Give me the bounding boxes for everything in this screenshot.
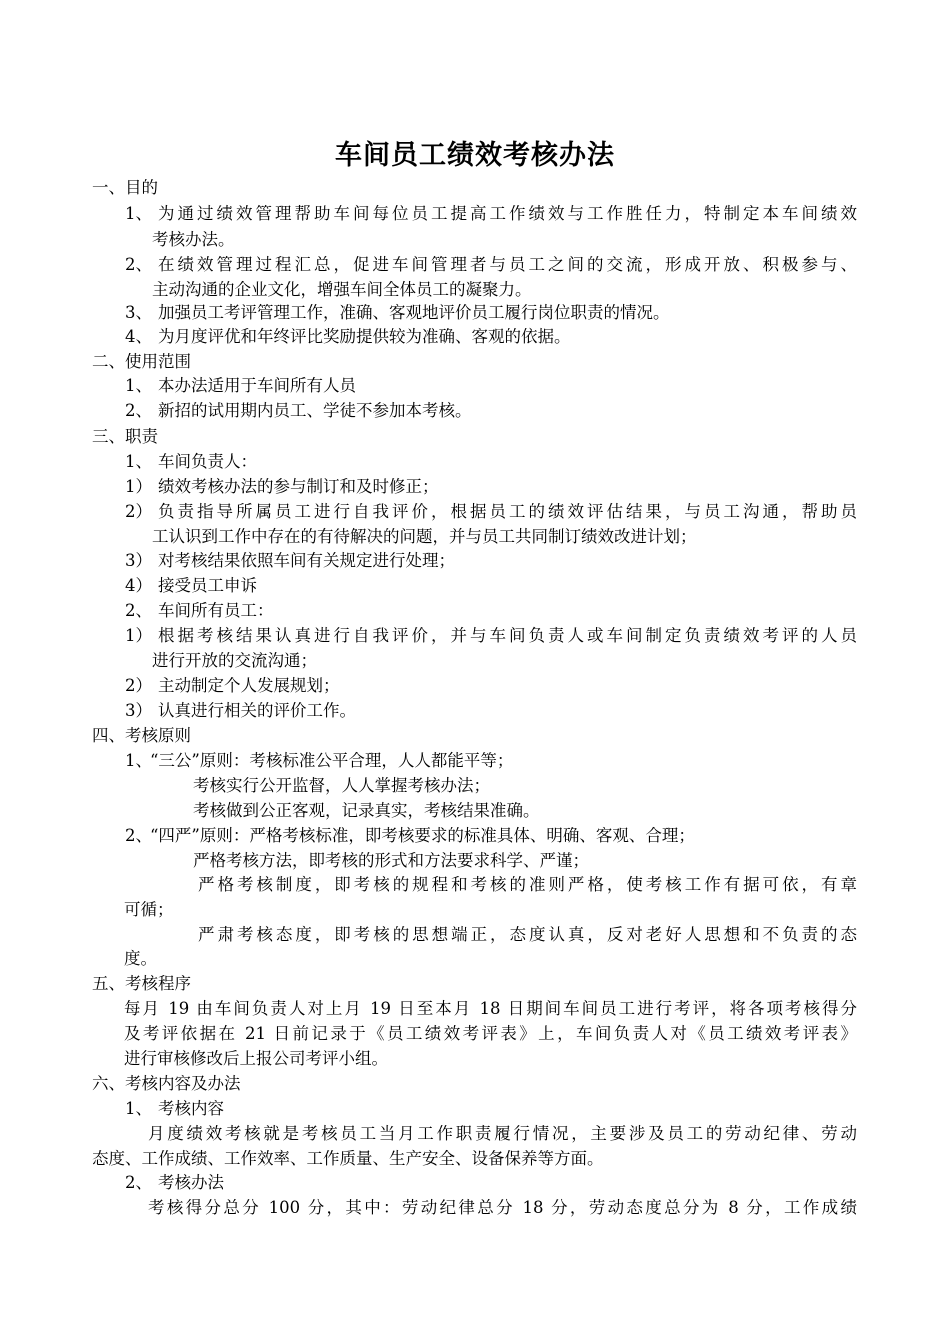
list-item-text: 认真进行相关的评价工作。 [158,701,356,720]
list-number: 3） [125,701,152,720]
list-number: 1、 [125,376,152,395]
list-item-text: 为月度评优和年终评比奖励提供较为准确、客观的依据。 [158,327,571,346]
list-number: 2、 [125,601,152,620]
list-number: 1、 [125,452,152,471]
list-item-text: 考核做到公正客观，记录真实，考核结果准确。 [193,801,540,820]
list-item-text: 度。 [124,949,157,968]
list-item-text: 可循； [124,900,174,919]
list-item-text: 车间负责人： [158,452,257,471]
list-number: 1、 [125,204,152,223]
paragraph-line: 及考评依据在 21 日前记录于《员工绩效考评表》上，车间负责人对《员工绩效考评表》 [124,1024,857,1043]
list-number: 1） [125,626,152,645]
list-number: 4、 [125,327,152,346]
list-item-text: 对考核结果依照车间有关规定进行处理； [158,551,455,570]
list-item-text: 严格考核方法，即考核的形式和方法要求科学、严谨； [193,851,589,870]
list-number: 1、 [125,751,152,770]
paragraph-line: 态度、工作成绩、工作效率、工作质量、生产安全、设备保养等方面。 [92,1149,604,1168]
list-number: 1、 [125,1099,152,1118]
paragraph-line: 考核得分总分 100 分，其中：劳动纪律总分 18 分，劳动态度总分为 8 分，工作成绩 [148,1198,857,1217]
list-item-text: 根据考核结果认真进行自我评价，并与车间负责人或车间制定负责绩效考评的人员 [158,626,857,645]
list-item-text: 新招的试用期内员工、学徒不参加本考核。 [158,401,472,420]
list-number: 3） [125,551,152,570]
list-item-text: 工认识到工作中存在的有待解决的问题，并与员工共同制订绩效改进计划； [152,527,697,546]
list-item-text: 绩效考核办法的参与制订和及时修正； [158,477,439,496]
list-number: 2、 [125,1173,152,1192]
list-number: 2、 [125,255,152,274]
list-number: 2） [125,502,152,521]
list-item-text: 接受员工申诉 [158,576,257,595]
section-heading-duties: 三、职责 [92,427,158,446]
list-item-text: 车间所有员工： [158,601,274,620]
list-item-text: 进行开放的交流沟通； [152,651,317,670]
list-number: 3、 [125,303,152,322]
list-number: 2、 [125,826,152,845]
section-heading-principles: 四、考核原则 [92,726,191,745]
list-item-text: 考核办法 [158,1173,224,1192]
list-item-text: 考核内容 [158,1099,224,1118]
list-item-text: 在绩效管理过程汇总，促进车间管理者与员工之间的交流，形成开放、积极参与、 [158,255,857,274]
list-item-text: 为通过绩效管理帮助车间每位员工提高工作绩效与工作胜任力，特制定本车间绩效 [158,204,857,223]
list-number: 1） [125,477,152,496]
paragraph-line: 月度绩效考核就是考核员工当月工作职责履行情况，主要涉及员工的劳动纪律、劳动 [148,1124,857,1143]
list-item-text: 负责指导所属员工进行自我评价，根据员工的绩效评估结果，与员工沟通，帮助员 [158,502,857,521]
list-number: 4） [125,576,152,595]
list-item-text: 本办法适用于车间所有人员 [158,376,356,395]
section-heading-procedure: 五、考核程序 [92,974,191,993]
section-heading-purpose: 一、目的 [92,178,158,197]
list-item-text: 考核实行公开监督，人人掌握考核办法； [193,776,490,795]
paragraph-line: 每月 19 由车间负责人对上月 19 日至本月 18 日期间车间员工进行考评，将各项考核得分 [124,999,857,1018]
list-item-text: 严肃考核态度，即考核的思想端正，态度认真，反对老好人思想和不负责的态 [198,925,857,944]
list-number: 2） [125,676,152,695]
section-heading-content-methods: 六、考核内容及办法 [92,1074,241,1093]
list-item-text: 主动沟通的企业文化，增强车间全体员工的凝聚力。 [152,280,532,299]
section-heading-scope: 二、使用范围 [92,352,191,371]
document-title: 车间员工绩效考核办法 [335,140,615,171]
paragraph-line: 进行审核修改后上报公司考评小组。 [124,1049,388,1068]
list-item-text: 考核办法。 [152,230,235,249]
list-item-text: 主动制定个人发展规划； [158,676,340,695]
list-item-text: “四严”原则：严格考核标准，即考核要求的标准具体、明确、客观、合理； [150,826,695,845]
list-item-text: “三公”原则：考核标准公平合理，人人都能平等； [150,751,514,770]
list-number: 2、 [125,401,152,420]
list-item-text: 加强员工考评管理工作，准确、客观地评价员工履行岗位职责的情况。 [158,303,670,322]
list-item-text: 严格考核制度，即考核的规程和考核的准则严格，使考核工作有据可依，有章 [198,875,857,894]
